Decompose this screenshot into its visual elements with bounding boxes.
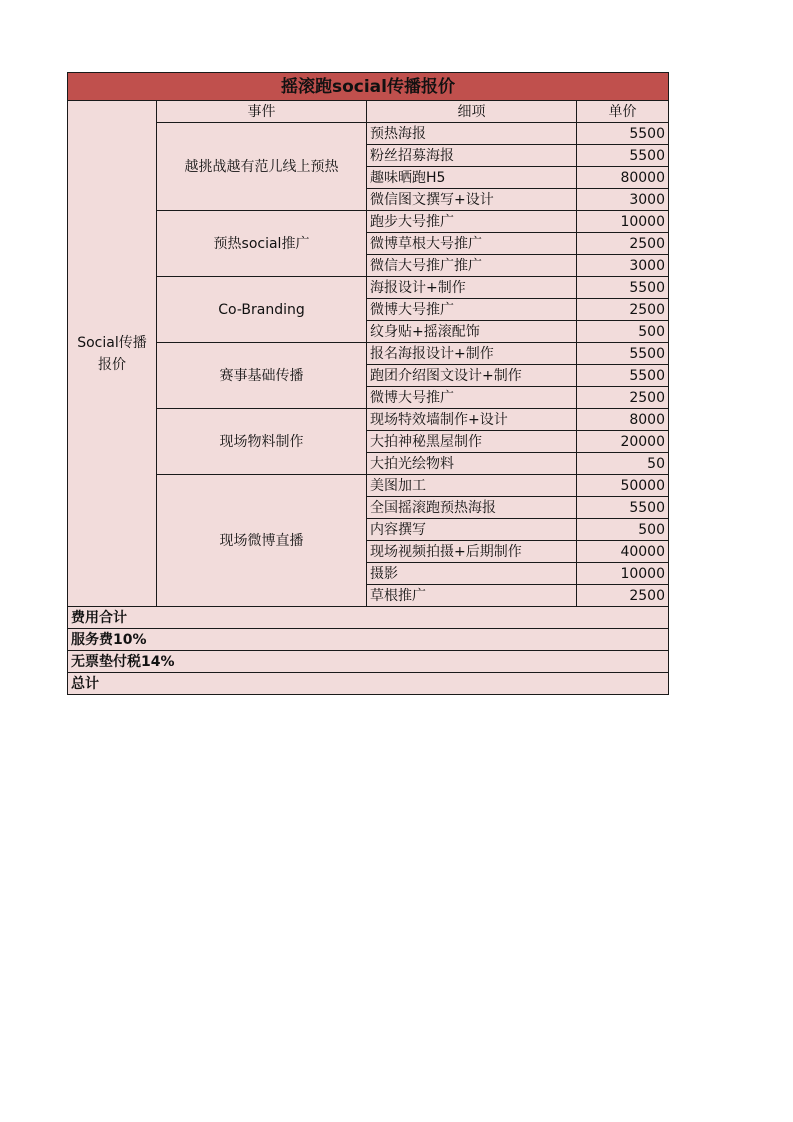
detail-cell: 草根推广	[367, 585, 577, 607]
detail-cell: 大拍神秘黑屋制作	[367, 431, 577, 453]
table-row	[68, 123, 669, 145]
price-cell: 20000	[577, 431, 669, 453]
detail-cell: 跑团介绍图文设计+制作	[367, 365, 577, 387]
title-row	[68, 73, 669, 101]
summary-label: 总计	[68, 673, 669, 695]
quote-table	[67, 72, 669, 695]
price-cell: 40000	[577, 541, 669, 563]
table-row	[68, 409, 669, 431]
header-row	[68, 101, 669, 123]
detail-cell: 美图加工	[367, 475, 577, 497]
detail-cell: 摄影	[367, 563, 577, 585]
header-event: 事件	[157, 101, 367, 123]
price-cell: 50	[577, 453, 669, 475]
price-cell: 5500	[577, 497, 669, 519]
event-cell: 越挑战越有范儿线上预热	[157, 123, 367, 211]
category-cell: Social传播报价	[68, 101, 157, 607]
detail-cell: 微信图文撰写+设计	[367, 189, 577, 211]
summary-row	[68, 629, 669, 651]
price-cell: 5500	[577, 145, 669, 167]
detail-cell: 报名海报设计+制作	[367, 343, 577, 365]
detail-cell: 全国摇滚跑预热海报	[367, 497, 577, 519]
price-cell: 2500	[577, 585, 669, 607]
summary-row	[68, 673, 669, 695]
detail-cell: 粉丝招募海报	[367, 145, 577, 167]
event-cell: 赛事基础传播	[157, 343, 367, 409]
detail-cell: 跑步大号推广	[367, 211, 577, 233]
summary-row	[68, 651, 669, 673]
price-cell: 5500	[577, 123, 669, 145]
detail-cell: 内容撰写	[367, 519, 577, 541]
event-cell: Co-Branding	[157, 277, 367, 343]
price-cell: 3000	[577, 189, 669, 211]
detail-cell: 微博草根大号推广	[367, 233, 577, 255]
event-cell: 现场物料制作	[157, 409, 367, 475]
price-cell: 3000	[577, 255, 669, 277]
summary-label: 无票垫付税14%	[68, 651, 669, 673]
price-cell: 2500	[577, 299, 669, 321]
header-detail: 细项	[367, 101, 577, 123]
detail-cell: 预热海报	[367, 123, 577, 145]
price-cell: 2500	[577, 387, 669, 409]
price-cell: 10000	[577, 563, 669, 585]
header-price: 单价	[577, 101, 669, 123]
price-cell: 500	[577, 519, 669, 541]
detail-cell: 大拍光绘物料	[367, 453, 577, 475]
event-cell: 现场微博直播	[157, 475, 367, 607]
price-cell: 8000	[577, 409, 669, 431]
table-row	[68, 343, 669, 365]
price-cell: 500	[577, 321, 669, 343]
table-row	[68, 211, 669, 233]
detail-cell: 纹身贴+摇滚配饰	[367, 321, 577, 343]
price-cell: 5500	[577, 365, 669, 387]
summary-label: 服务费10%	[68, 629, 669, 651]
price-cell: 10000	[577, 211, 669, 233]
detail-cell: 海报设计+制作	[367, 277, 577, 299]
event-cell: 预热social推广	[157, 211, 367, 277]
summary-row	[68, 607, 669, 629]
detail-cell: 趣味晒跑H5	[367, 167, 577, 189]
price-cell: 80000	[577, 167, 669, 189]
detail-cell: 微信大号推广推广	[367, 255, 577, 277]
detail-cell: 微博大号推广	[367, 387, 577, 409]
price-cell: 5500	[577, 277, 669, 299]
detail-cell: 微博大号推广	[367, 299, 577, 321]
price-cell: 5500	[577, 343, 669, 365]
sheet-title: 摇滚跑social传播报价	[68, 73, 669, 101]
summary-label: 费用合计	[68, 607, 669, 629]
detail-cell: 现场视频拍摄+后期制作	[367, 541, 577, 563]
detail-cell: 现场特效墙制作+设计	[367, 409, 577, 431]
price-cell: 50000	[577, 475, 669, 497]
table-row	[68, 475, 669, 497]
price-cell: 2500	[577, 233, 669, 255]
table-row	[68, 277, 669, 299]
